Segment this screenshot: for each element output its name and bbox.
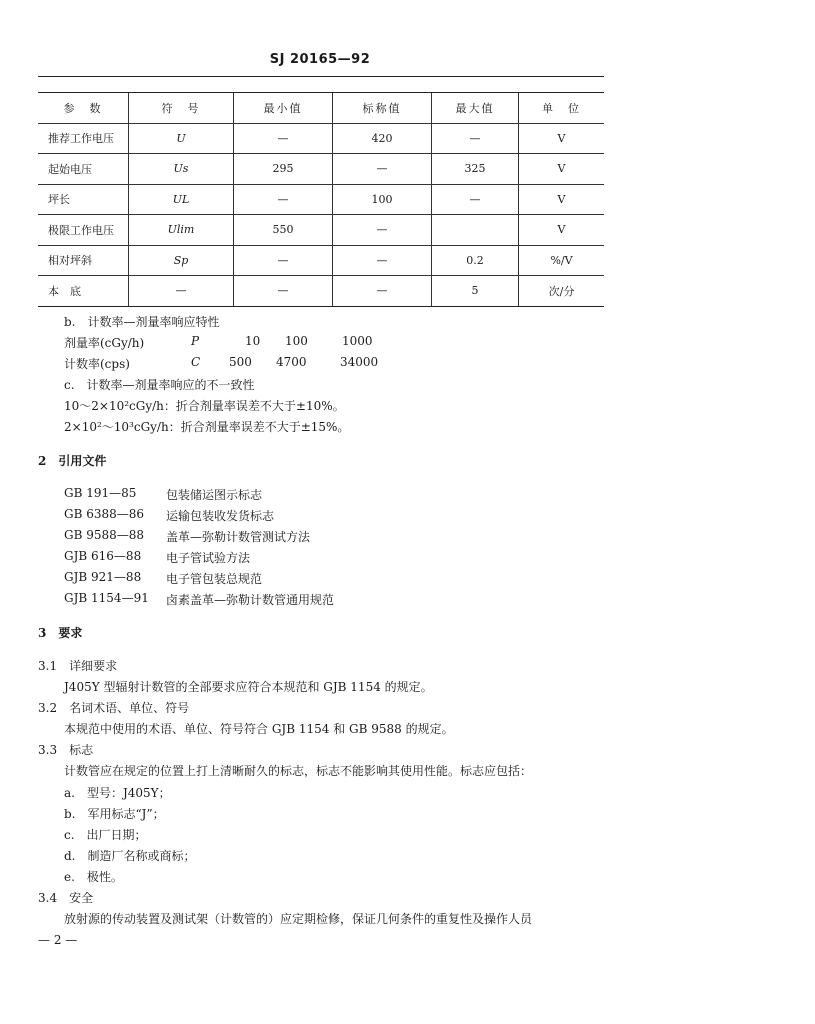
count-rate-symbol: C bbox=[191, 355, 201, 369]
ref-name: 电子管试验方法 bbox=[166, 551, 251, 565]
page-number: — 2 — bbox=[38, 933, 78, 947]
col-header: 最大值 bbox=[432, 93, 519, 124]
cell: V bbox=[519, 215, 605, 246]
cell: — bbox=[234, 123, 333, 154]
cell: 坪长 bbox=[38, 184, 129, 215]
cell bbox=[432, 215, 519, 246]
header-rule bbox=[38, 76, 604, 77]
ref-code: GJB 921—88 bbox=[64, 570, 142, 584]
list-item: c. 出厂日期； bbox=[64, 828, 147, 842]
parameter-table bbox=[38, 92, 604, 307]
table-header-row bbox=[38, 93, 604, 124]
cell: V bbox=[519, 184, 605, 215]
item-c-line: 2×10²～10³cGy/h：折合剂量率误差不大于±15%。 bbox=[64, 420, 350, 434]
cell: — bbox=[234, 245, 333, 276]
col-header: 标称值 bbox=[333, 93, 432, 124]
cell: UL bbox=[129, 184, 234, 215]
cell: V bbox=[519, 123, 605, 154]
section-3-2-title: 3.2 名词术语、单位、符号 bbox=[38, 701, 190, 715]
table-row bbox=[38, 215, 604, 246]
table-row bbox=[38, 184, 604, 215]
list-item: b. 军用标志“J”； bbox=[64, 807, 165, 821]
count-rate-value: 4700 bbox=[276, 355, 307, 369]
section-3-title: 3 要求 bbox=[38, 626, 83, 640]
cell: 550 bbox=[234, 215, 333, 246]
cell: V bbox=[519, 154, 605, 185]
cell: 本 底 bbox=[38, 276, 129, 307]
item-b-title: b. 计数率—剂量率响应特性 bbox=[64, 315, 220, 329]
ref-code: GJB 1154—91 bbox=[64, 591, 149, 605]
cell: 420 bbox=[333, 123, 432, 154]
dose-rate-value: 1000 bbox=[342, 334, 373, 348]
cell: 相对坪斜 bbox=[38, 245, 129, 276]
cell: 5 bbox=[432, 276, 519, 307]
cell: 极限工作电压 bbox=[38, 215, 129, 246]
cell: 295 bbox=[234, 154, 333, 185]
dose-rate-symbol: P bbox=[191, 334, 200, 348]
col-header: 参 数 bbox=[38, 93, 129, 124]
count-rate-value: 500 bbox=[229, 355, 252, 369]
ref-code: GB 191—85 bbox=[64, 486, 137, 500]
table-row bbox=[38, 123, 604, 154]
ref-code: GB 9588—88 bbox=[64, 528, 145, 542]
standard-number: SJ 20165—92 bbox=[269, 52, 371, 67]
cell: — bbox=[333, 245, 432, 276]
cell: 起始电压 bbox=[38, 154, 129, 185]
ref-name: 运输包装收发货标志 bbox=[166, 509, 275, 523]
cell: — bbox=[333, 276, 432, 307]
cell: — bbox=[432, 123, 519, 154]
section-3-2-text: 本规范中使用的术语、单位、符号符合 GJB 1154 和 GB 9588 的规定。 bbox=[64, 722, 454, 736]
cell: — bbox=[129, 276, 234, 307]
ref-code: GJB 616—88 bbox=[64, 549, 142, 563]
dose-rate-value: 10 bbox=[245, 334, 261, 348]
section-3-3-title: 3.3 标志 bbox=[38, 743, 94, 757]
ref-code: GB 6388—86 bbox=[64, 507, 145, 521]
cell: 次/分 bbox=[519, 276, 605, 307]
cell: — bbox=[432, 184, 519, 215]
dose-rate-value: 100 bbox=[285, 334, 308, 348]
section-3-1-text: J405Y 型辐射计数管的全部要求应符合本规范和 GJB 1154 的规定。 bbox=[64, 680, 433, 694]
section-3-4-text: 放射源的传动装置及测试架（计数管的）应定期检修，保证几何条件的重复性及操作人员 bbox=[64, 912, 533, 926]
col-header: 单 位 bbox=[519, 93, 605, 124]
col-header: 最小值 bbox=[234, 93, 333, 124]
ref-name: 卤素盖革—弥勒计数管通用规范 bbox=[166, 593, 335, 607]
table-row bbox=[38, 245, 604, 276]
table-row bbox=[38, 276, 604, 307]
cell: — bbox=[333, 154, 432, 185]
section-3-1-title: 3.1 详细要求 bbox=[38, 659, 118, 673]
cell: %/V bbox=[519, 245, 605, 276]
cell: Us bbox=[129, 154, 234, 185]
section-2-title: 2 引用文件 bbox=[38, 454, 107, 468]
cell: Sp bbox=[129, 245, 234, 276]
section-3-3-text: 计数管应在规定的位置上打上清晰耐久的标志，标志不能影响其使用性能。标志应包括： bbox=[64, 764, 533, 778]
section-3-4-title: 3.4 安全 bbox=[38, 891, 94, 905]
list-item: d. 制造厂名称或商标； bbox=[64, 849, 196, 863]
ref-name: 盖革—弥勒计数管测试方法 bbox=[166, 530, 311, 544]
ref-name: 包装储运图示标志 bbox=[166, 488, 263, 502]
list-item: a. 型号：J405Y； bbox=[64, 786, 171, 800]
list-item: e. 极性。 bbox=[64, 870, 123, 884]
ref-name: 电子管包装总规范 bbox=[166, 572, 263, 586]
dose-rate-label: 剂量率(cGy/h) bbox=[64, 336, 145, 350]
item-c-line: 10～2×10²cGy/h：折合剂量率误差不大于±10%。 bbox=[64, 399, 345, 413]
cell: 0.2 bbox=[432, 245, 519, 276]
cell: Ulim bbox=[129, 215, 234, 246]
col-header: 符 号 bbox=[129, 93, 234, 124]
cell: — bbox=[333, 215, 432, 246]
cell: 推荐工作电压 bbox=[38, 123, 129, 154]
item-c-title: c. 计数率—剂量率响应的不一致性 bbox=[64, 378, 255, 392]
cell: 325 bbox=[432, 154, 519, 185]
cell: — bbox=[234, 276, 333, 307]
cell: — bbox=[234, 184, 333, 215]
count-rate-value: 34000 bbox=[340, 355, 379, 369]
cell: U bbox=[129, 123, 234, 154]
cell: 100 bbox=[333, 184, 432, 215]
table-row bbox=[38, 154, 604, 185]
count-rate-label: 计数率(cps) bbox=[64, 357, 130, 371]
